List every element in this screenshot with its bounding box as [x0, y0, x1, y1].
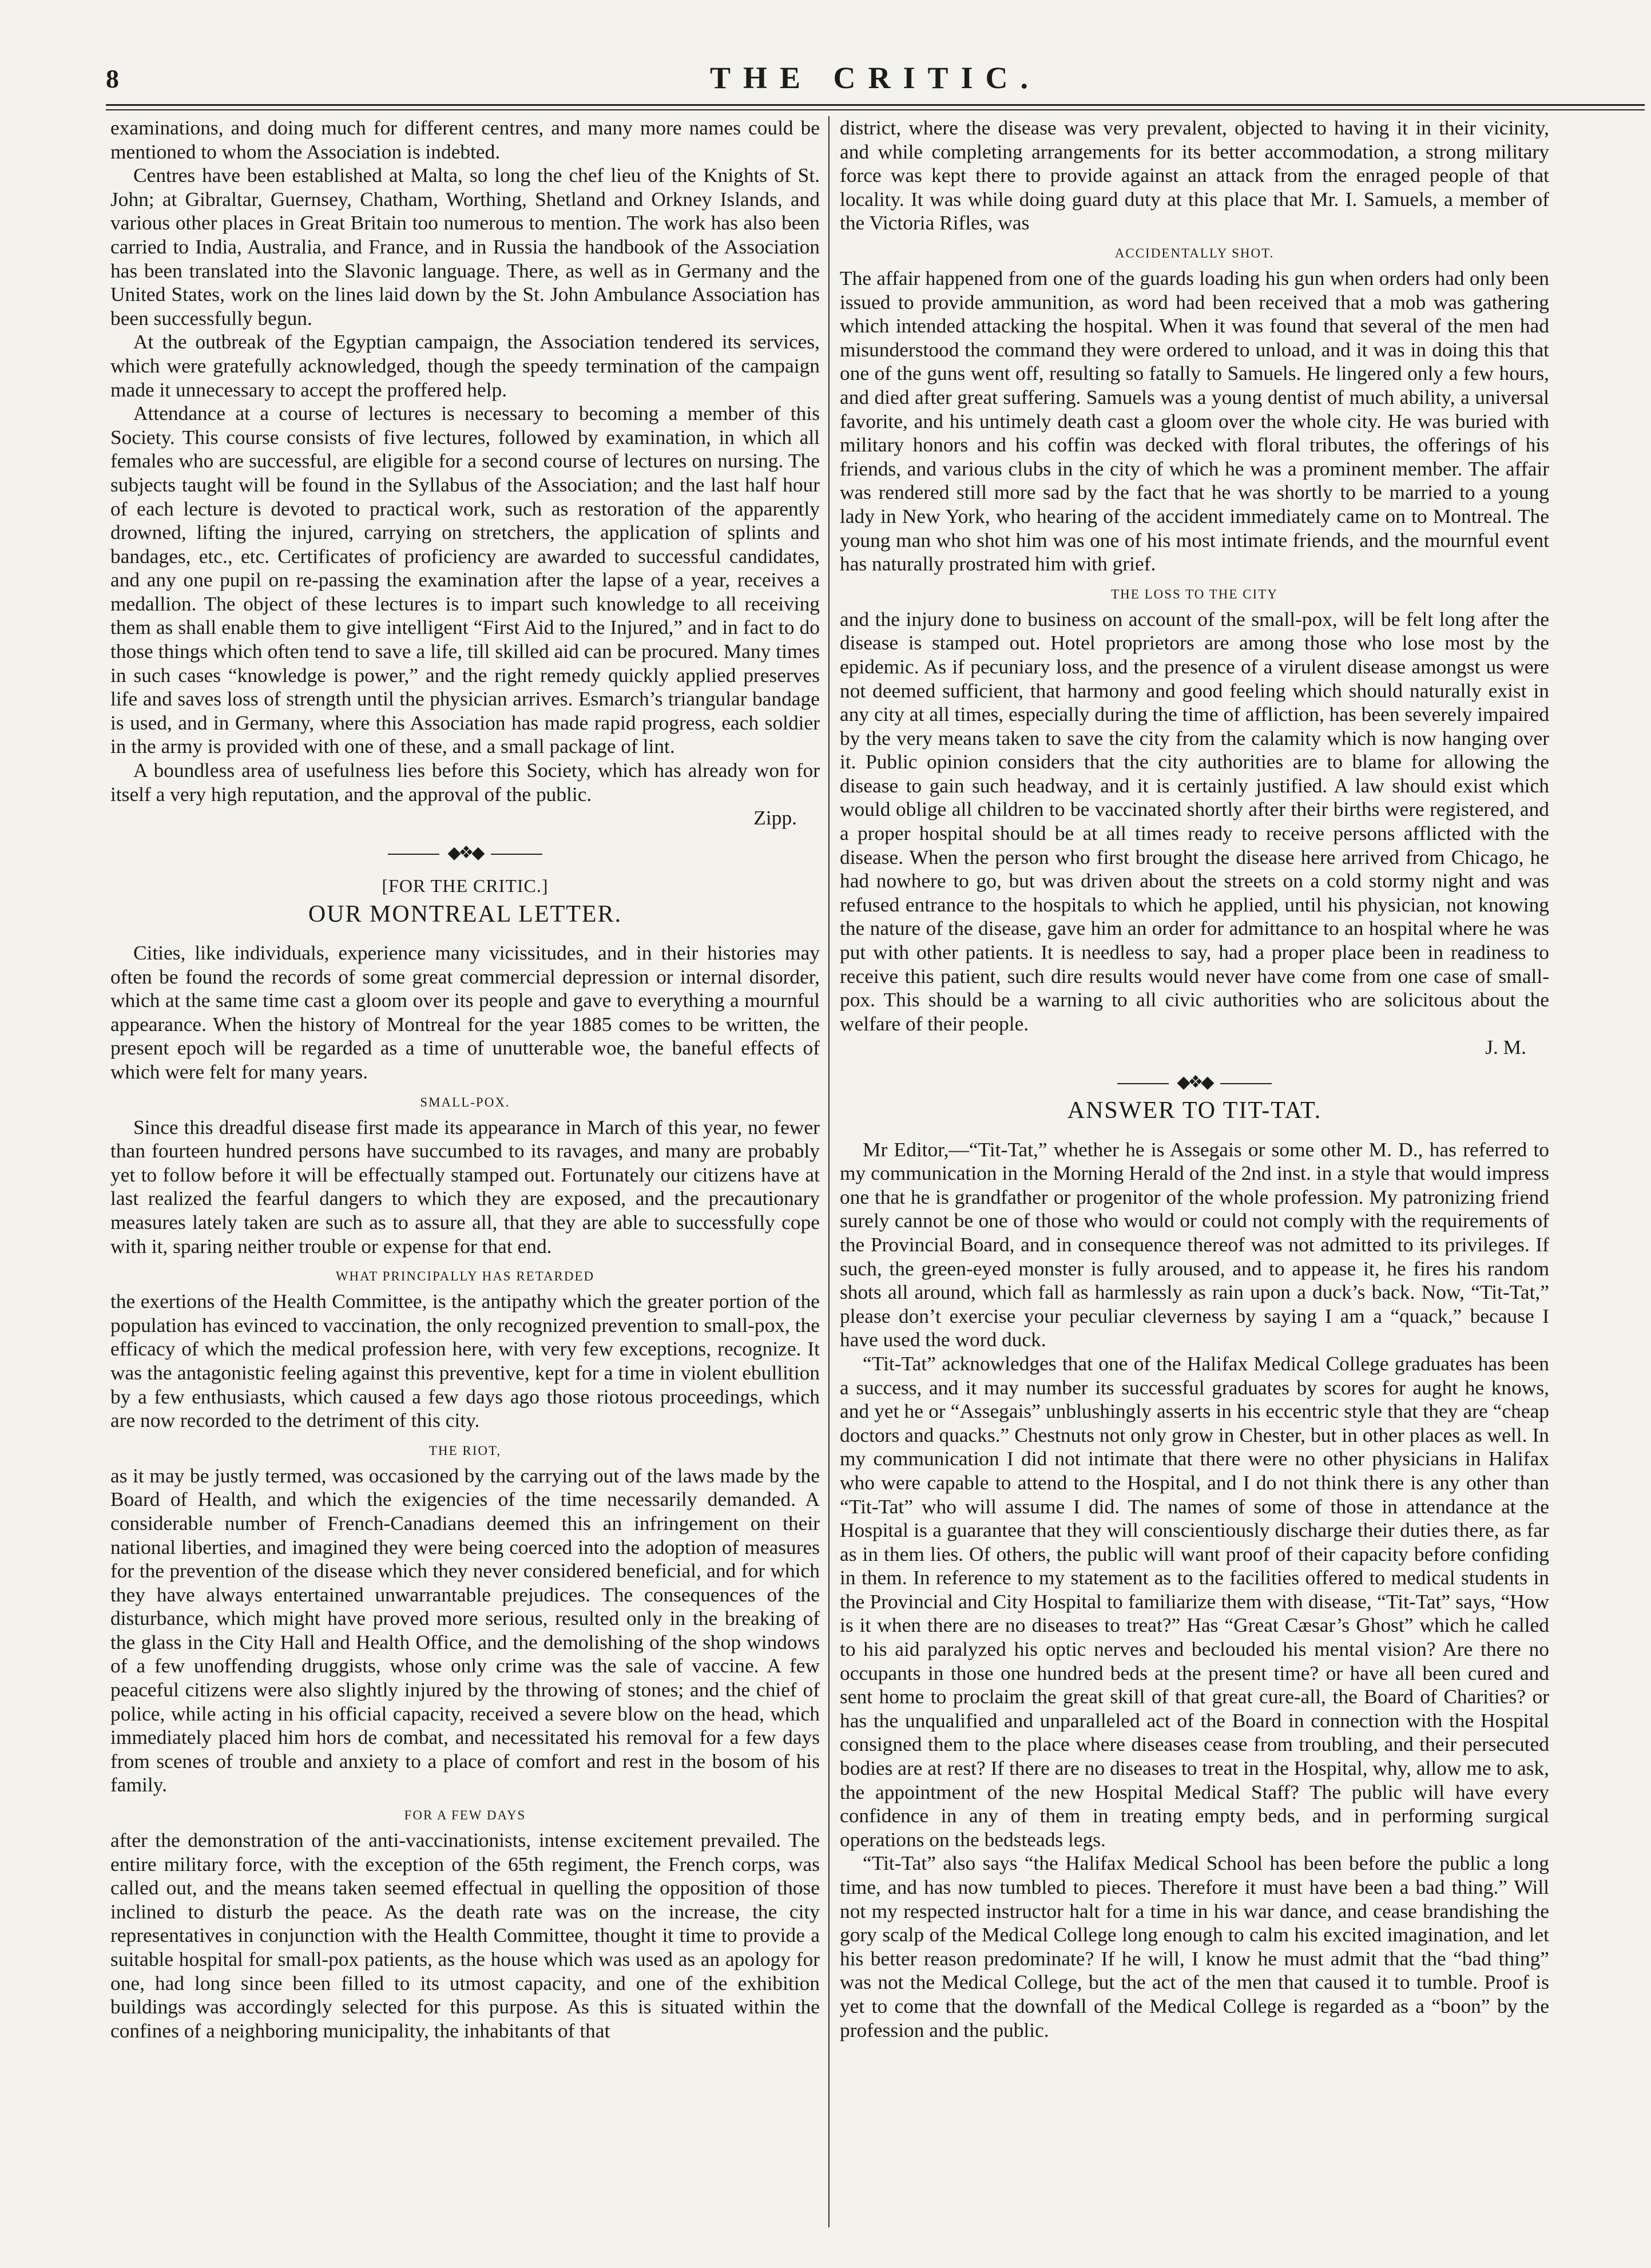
paragraph: examinations, and doing much for different centres, and many more names could be mentioned to whom the Association is indebted. — [110, 116, 820, 163]
paragraph: the exertions of the Health Committee, is the antipathy which the greater portion of the population has evinced to vaccination, the only recognized prevention to small-pox, the efficacy of which the medical profession here, with very few exceptions, recognize. It was the antagonistic feeling against this preventive, kept for a time in violent ebullition by a few enthusiasts, which caused a few days ago those riotous proceedings, which are now recorded to the detriment of this city. — [110, 1290, 820, 1432]
section-divider-ornament: ◆❖◆ — [110, 843, 820, 863]
subheading: ACCIDENTALLY SHOT. — [1114, 245, 1275, 260]
signature: Zipp. — [753, 806, 797, 830]
section-title: OUR MONTREAL LETTER. — [308, 901, 622, 927]
right-column — [840, 116, 1549, 2227]
signature: J. M. — [1485, 1036, 1526, 1059]
paragraph: Mr Editor,—“Tit-Tat,” whether he is Assegais or some other M. D., has referred to my communication in the Morning Herald of the 2nd inst. in a style that would impress one that he is grandfather or progenitor of the whole profession. My patronizing friend surely cannot be one of those who would or could not comply with the requirements of the Provincial Board, and in consequence thereof was not admitted to its privileges. If such, the green-eyed monster is fully aroused, and to appease it, he fires his random shots all around, which fall as harmlessly as rain upon a duck’s back. Now, “Tit-Tat,” please don’t exercise your peculiar cleverness by saying I am a “quack,” because I have used the word duck. — [840, 1137, 1549, 1351]
paragraph: Cities, like individuals, experience many vicissitudes, and in their histories may often be found the records of some great commercial depression or internal disorder, which at the same time cast a gloom over its people and gave to everything a mournful appearance. When the history of Montreal for the year 1885 comes to be written, the present epoch will be regarded as a time of unutterable woe, the baneful effects of which were felt for many years. — [110, 941, 820, 1083]
paragraph: “Tit-Tat” also says “the Halifax Medical School has been before the public a long time, and has now tumbled to pieces. Therefore it must have been a bad thing.” Will not my respected instructor halt for a time in his war dance, and cease brandishing the gory scalp of the Medical College long enough to calm his excited imagination, and let his better reason predominate? If he will, I know he must admit that the “bad thing” was not the Medical College, but the act of the men that caused it to tumble. Proof is yet to come that the downfall of the Medical College is regarded as a “boon” by the profession and the public. — [840, 1851, 1549, 2041]
paragraph: The affair happened from one of the guards loading his gun when orders had only been issued to provide ammunition, as word had been received that a mob was gathering which intended attacking the hospital. When it was found that several of the men had misunderstood the command they were ordered to unload, and it was in doing this that one of the guns went off, resulting so fatally to Samuels. He lingered only a few hours, and died after great suffering. Samuels was a young dentist of much ability, a universal favorite, and his untimely death cast a gloom over the whole city. He was buried with military honors and his coffin was decked with floral tributes, the offerings of his friends, and various clubs in the city of which he was a prominent member. The affair was rendered still more sad by the fact that he was shortly to be married to a young lady in New York, who hearing of the accident immediately came on to Montreal. The young man who shot him was one of his most intimate friends, and the mournful event has naturally prostrated him with grief. — [840, 266, 1549, 576]
paragraph: after the demonstration of the anti-vaccinationists, intense excitement prevailed. The entire military force, with the exception of the 65th regiment, the French corps, was called out, and the means taken seemed effectual in quelling the opposition of those inclined to disturb the peace. As the death rate was on the increase, the city representatives in conjunction with the Health Committee, thought it time to provide a suitable hospital for small-pox patients, as the house which was used as an apology for one, had long since been filled to its utmost capacity, and one of the exhibition buildings was accordingly selected for this purpose. As this is situated within the confines of a neighboring municipality, the inhabitants of that — [110, 1829, 820, 2042]
paragraph: Since this dreadful disease first made its appearance in March of this year, no fewer than fourteen hundred persons have succumbed to its ravages, and many are probably yet to follow before it will be effectually stamped out. Fortunately our citizens have at last realized the fearful dangers to which they are exposed, and the precautionary measures lately taken are such as to assure all, that they are able to successfully cope with it, sparing neither trouble or expense for that end. — [110, 1115, 820, 1258]
paragraph: Centres have been established at Malta, so long the chef lieu of the Knights of St. John; at Gibraltar, Guernsey, Chatham, Worthing, Shetland and Orkney Islands, and various other places in Great Britain too numerous to mention. The work has also been carried to India, Australia, and France, and in Russia the handbook of the Association has been translated into the Slavonic language. There, as well as in Germany and the United States, work on the lines laid down by the St. John Ambulance Association has been successfully begun. — [110, 164, 820, 330]
section-divider-ornament: ◆❖◆ — [840, 1072, 1549, 1092]
subheading: FOR A FEW DAYS — [404, 1808, 526, 1823]
paragraph: district, where the disease was very prevalent, objected to having it in their vicinity, and while completing arrangements for its better accommodation, a strong military force was kept there to provide against an attack from the enraged people of that locality. It was while doing guard duty at this place that Mr. I. Samuels, a member of the Victoria Rifles, was — [840, 116, 1549, 235]
header-rule — [106, 104, 1645, 106]
subheading: THE LOSS TO THE CITY — [1111, 586, 1278, 601]
left-column — [110, 116, 820, 2227]
subheading: SMALL-POX. — [420, 1095, 510, 1109]
page-number: 8 — [106, 64, 119, 93]
paragraph: as it may be justly termed, was occasioned by the carrying out of the laws made by the Board of Health, and which the exigencies of the time necessarily demanded. A considerable number of French-Canadians deemed this an infringement on their national liberties, and imagined they were being coerced into the adoption of measures for the prevention of the disease which they never considered beneficial, and for which they have always entertained unwarrantable prejudices. The consequences of the disturbance, which might have proved more serious, resulted only in the breaking of the glass in the City Hall and Health Office, and the demolishing of the shop windows of a few unoffending druggists, whose only crime was the sale of vaccine. A few peaceful citizens were also slightly injured by the throwing of stones; and the chief of police, while acting in his official capacity, received a severe blow on the head, which immediately placed him hors de combat, and necessitated his removal for a few days from scenes of trouble and anxiety to a place of comfort and rest in the bosom of his family. — [110, 1464, 820, 1797]
subheading: THE RIOT, — [428, 1443, 502, 1458]
page-header — [106, 60, 1645, 96]
header-rule-secondary — [106, 109, 1645, 110]
section-kicker: [FOR THE CRITIC.] — [382, 875, 549, 897]
paragraph: Attendance at a course of lectures is necessary to becoming a member of this Society. This course consists of five lectures, followed by examination, in which all females who are successful, are eligible for a second course of lectures on nursing. The subjects taught will be found in the Syllabus of the Association; and the last half hour of each lecture is devoted to practical work, such as restoration of the apparently drowned, lifting the injured, carrying on stretchers, the application of splints and bandages, etc., etc. Certificates of proficiency are awarded to successful candidates, and any one pupil on re-passing the examination after the lapse of a year, receives a medallion. The object of these lectures is to impart such knowledge to all receiving them as shall enable them to give intelligent “First Aid to the Injured,” and in fact to do those things which often tend to save a life, till skilled aid can be procured. Many times in such cases “knowledge is power,” and the right remedy quickly applied preserves life and saves loss of strength until the physician arrives. Esmarch’s triangular bandage is used, and in Germany, where this Association has made rapid progress, each soldier in the army is provided with one of these, and a small package of lint. — [110, 402, 820, 758]
section-title: ANSWER TO TIT-TAT. — [1067, 1097, 1322, 1124]
masthead-title: THE CRITIC. — [709, 61, 1041, 95]
column-divider — [828, 116, 830, 2227]
paragraph: At the outbreak of the Egyptian campaign, the Association tendered its services, which were gratefully acknowledged, though the speedy termination of the campaign made it unnecessary to accept the proffered help. — [110, 330, 820, 401]
paragraph: A boundless area of usefulness lies before this Society, which has already won for itself a very high reputation, and the approval of the public. — [110, 759, 820, 806]
paragraph: “Tit-Tat” acknowledges that one of the Halifax Medical College graduates has been a success, and it may number its successful graduates by scores for aught he knows, and yet he or “Assegais” unblushingly asserts in his eccentric style that they are “cheap doctors and quacks.” Chestnuts not only grow in Chester, but in other places as well. In my communication I did not intimate that there were no other physicians in Halifax who were capable to attend to the Hospital, and I do not think there is any other than “Tit-Tat” who will assume I did. The names of some of those in attendance at the Hospital is a guarantee that they will conscientiously discharge their duties there, as far as in them lies. Of others, the public will want proof of their capacity before confiding in them. In reference to my statement as to the facilities offered to medical students in the Provincial and City Hospital to familiarize them with disease, “Tit-Tat” says, “How is it when there are no diseases to treat?” Has “Great Cæsar’s Ghost” which he called to his aid paralyzed his optic nerves and beclouded his mental vision? Are there no occupants in those one hundred beds at the present time? or have all been cured and sent home to proclaim the great skill of that great cure-all, the Board of Charities? or has the unqualified and unparalleled act of the Board in connection with the Hospital consigned them to the place where diseases cease from troubling, and their persecuted bodies are at rest? If there are no diseases to treat in the Hospital, why, allow me to ask, the appointment of the new Hospital Medical Staff? The public will have every confidence in any of them in treating empty beds, and in performing surgical operations on the bedsteads legs. — [840, 1351, 1549, 1851]
paragraph: and the injury done to business on account of the small-pox, will be felt long after the disease is stamped out. Hotel proprietors are among those who lose most by the epidemic. As if pecuniary loss, and the presence of a virulent disease amongst us were not deemed sufficient, that harmony and good feeling which should naturally exist in any city at all times, especially during the time of affliction, has been severely impaired by the very means taken to save the city from the calamity which is now hanging over it. Public opinion considers that the city authorities are to blame for allowing the disease to gain such headway, and it is certainly justified. A law should exist which would oblige all children to be vaccinated shortly after their births were registered, and a proper hospital should be at all times ready to receive persons afflicted with the disease. When the person who first brought the disease here arrived from Chicago, he had nowhere to go, but was driven about the streets on a cold stormy night and was refused entrance to the hospitals to which he applied, until his physician, not knowing the nature of the disease, gave him an order for admittance to an hospital where he was put with other patients. It is needless to say, had a proper place been in readiness to receive this patient, such dire results would never have come from one case of small-pox. This should be a warning to all civic authorities who are solicitous about the welfare of their people. — [840, 607, 1549, 1035]
subheading: WHAT PRINCIPALLY HAS RETARDED — [335, 1269, 595, 1284]
